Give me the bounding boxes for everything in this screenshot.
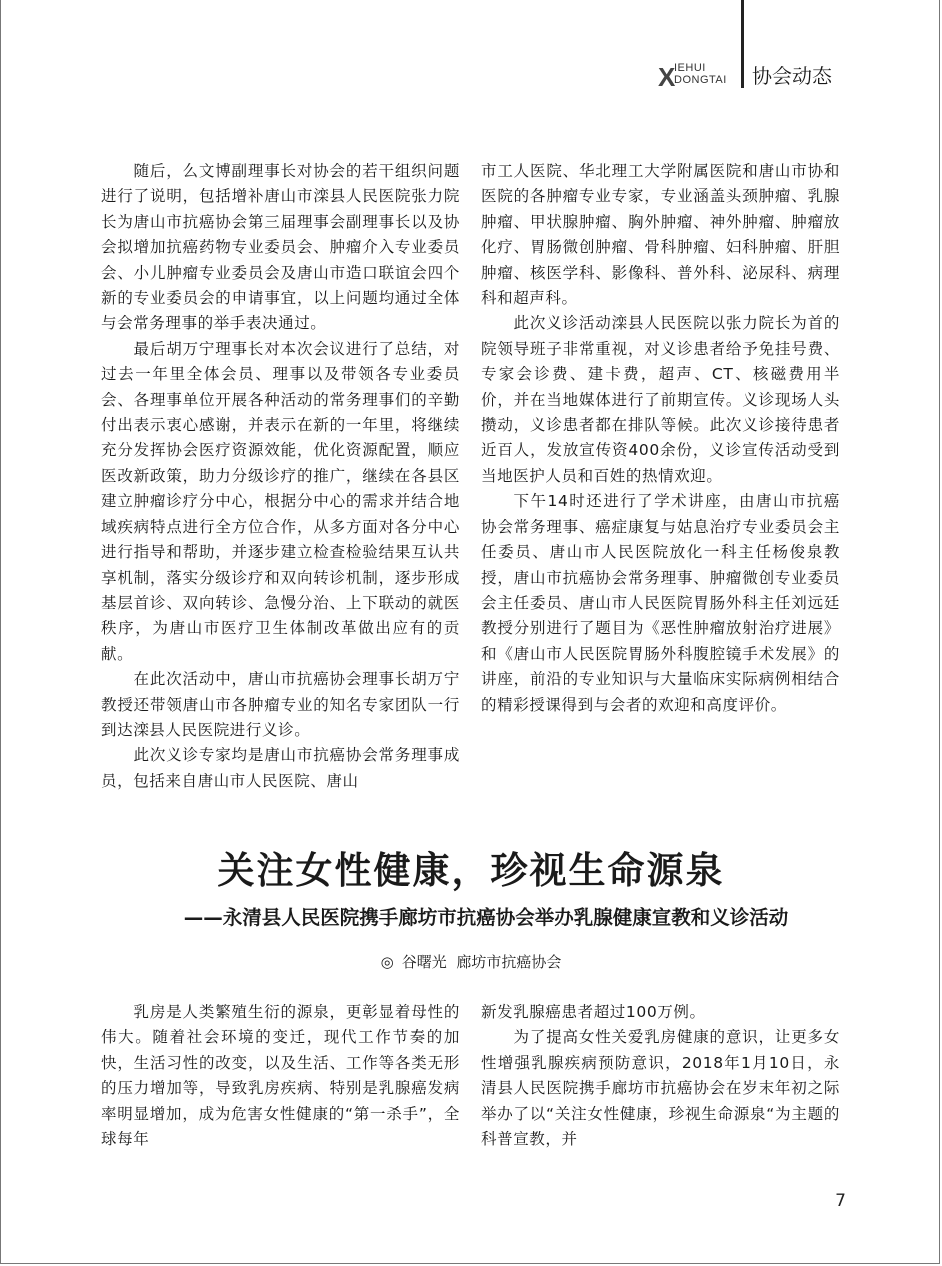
- xiehui-dongtai-logo: [658, 60, 734, 92]
- byline-mark: ◎: [380, 953, 394, 971]
- paragraph: 下午14时还进行了学术讲座，由唐山市抗癌协会常务理事、癌症康复与姑息治疗专业委员会主任委员、唐山市人民医院放化一科主任杨俊泉教授，唐山市抗癌协会常务理事、肿瘤微创专业委员会主任委员、唐山市人民医院胃肠外科主任刘远廷教授分别进行了题目为《恶性肿瘤放射治疗进展》和《唐山市人民医院胃肠外科腹腔镜手术发展》的讲座，前沿的专业知识与大量临床实际病例相结合的精彩授课得到与会者的欢迎和高度评价。: [481, 492, 840, 714]
- paragraph: 此次义诊专家均是唐山市抗癌协会常务理事成员，包括来自唐山市人民医院、唐山: [101, 746, 460, 790]
- article1-right-column: [481, 159, 840, 718]
- article-subtitle: ——永清县人民医院携手廊坊市抗癌协会举办乳腺健康宣教和义诊活动: [183, 906, 789, 929]
- logo-line-1: IEHUI: [674, 62, 706, 74]
- paragraph: 随后，么文博副理事长对协会的若干组织问题进行了说明，包括增补唐山市滦县人民医院张力院长为唐山市抗癌协会第三届理事会副理事长以及协会拟增加抗癌药物专业委员会、肿瘤介入专业委员会、小儿肿瘤专业委员会及唐山市造口联谊会四个新的专业委员会的申请事宜，以上问题均通过全体与会常务理事的举手表决通过。: [101, 162, 460, 333]
- logo-letter-x: X: [658, 62, 676, 92]
- header-divider: [741, 0, 744, 88]
- paragraph: 此次义诊活动滦县人民医院以张力院长为首的院领导班子非常重视，对义诊患者给予免挂号费、专家会诊费、建卡费，超声、CT、核磁费用半价，并在当地媒体进行了前期宣传。义诊现场人头攒动，义诊患者都在排队等候。此次义诊接待患者近百人，发放宣传资400余份，义诊宣传活动受到当地医护人员和百姓的热情欢迎。: [481, 314, 840, 485]
- author-org: 廊坊市抗癌协会: [456, 953, 562, 971]
- paragraph: 为了提高女性关爱乳房健康的意识，让更多女性增强乳腺疾病预防意识，2018年1月10日，永清县人民医院携手廊坊市抗癌协会在岁末年初之际举办了以“关注女性健康，珍视生命源泉“为主题的科普宣教，并: [481, 1028, 840, 1149]
- article2-left-column: [101, 1000, 460, 1152]
- paragraph: 在此次活动中，唐山市抗癌协会理事长胡万宁教授还带领唐山市各肿瘤专业的知名专家团队一行到达滦县人民医院进行义诊。: [101, 670, 460, 739]
- paragraph: 市工人医院、华北理工大学附属医院和唐山市协和医院的各肿瘤专业专家，专业涵盖头颈肿瘤、乳腺肿瘤、甲状腺肿瘤、胸外肿瘤、神外肿瘤、肿瘤放化疗、胃肠微创肿瘤、骨科肿瘤、妇科肿瘤、肝胆肿瘤、核医学科、影像科、普外科、泌尿科、病理科和超声科。: [481, 162, 840, 308]
- article1-left-column: [101, 159, 460, 794]
- section-title: 协会动态: [752, 64, 832, 88]
- byline: [0, 951, 942, 972]
- logo-line-2: DONGTAI: [674, 74, 727, 86]
- page-number: 7: [835, 1191, 846, 1211]
- paragraph: 乳房是人类繁殖生衍的源泉，更彰显着母性的伟大。随着社会环境的变迁，现代工作节奏的加快，生活习性的改变，以及生活、工作等各类无形的压力增加等，导致乳房疾病、特别是乳腺癌发病率明显增加，成为危害女性健康的“第一杀手”，全球每年: [101, 1003, 460, 1149]
- paragraph: 新发乳腺癌患者超过100万例。: [481, 1003, 706, 1021]
- article-title: 关注女性健康，珍视生命源泉: [217, 848, 725, 892]
- paragraph: 最后胡万宁理事长对本次会议进行了总结，对过去一年里全体会员、理事以及带领各专业委员会、各理事单位开展各种活动的常务理事们的辛勤付出表示衷心感谢，并表示在新的一年里，将继续充分发挥协会医疗资源效能，优化资源配置，顺应医改新政策，助力分级诊疗的推广，继续在各县区建立肿瘤诊疗分中心，根据分中心的需求并结合地域疾病特点进行全方位合作，从多方面对各分中心进行指导和帮助，并逐步建立检查检验结果互认共享机制，落实分级诊疗和双向转诊机制，逐步形成基层首诊、双向转诊、急慢分治、上下联动的就医秩序，为唐山市医疗卫生体制改革做出应有的贡献。: [101, 339, 460, 663]
- article2-right-column: [481, 1000, 840, 1152]
- author-name: 谷曙光: [401, 953, 447, 971]
